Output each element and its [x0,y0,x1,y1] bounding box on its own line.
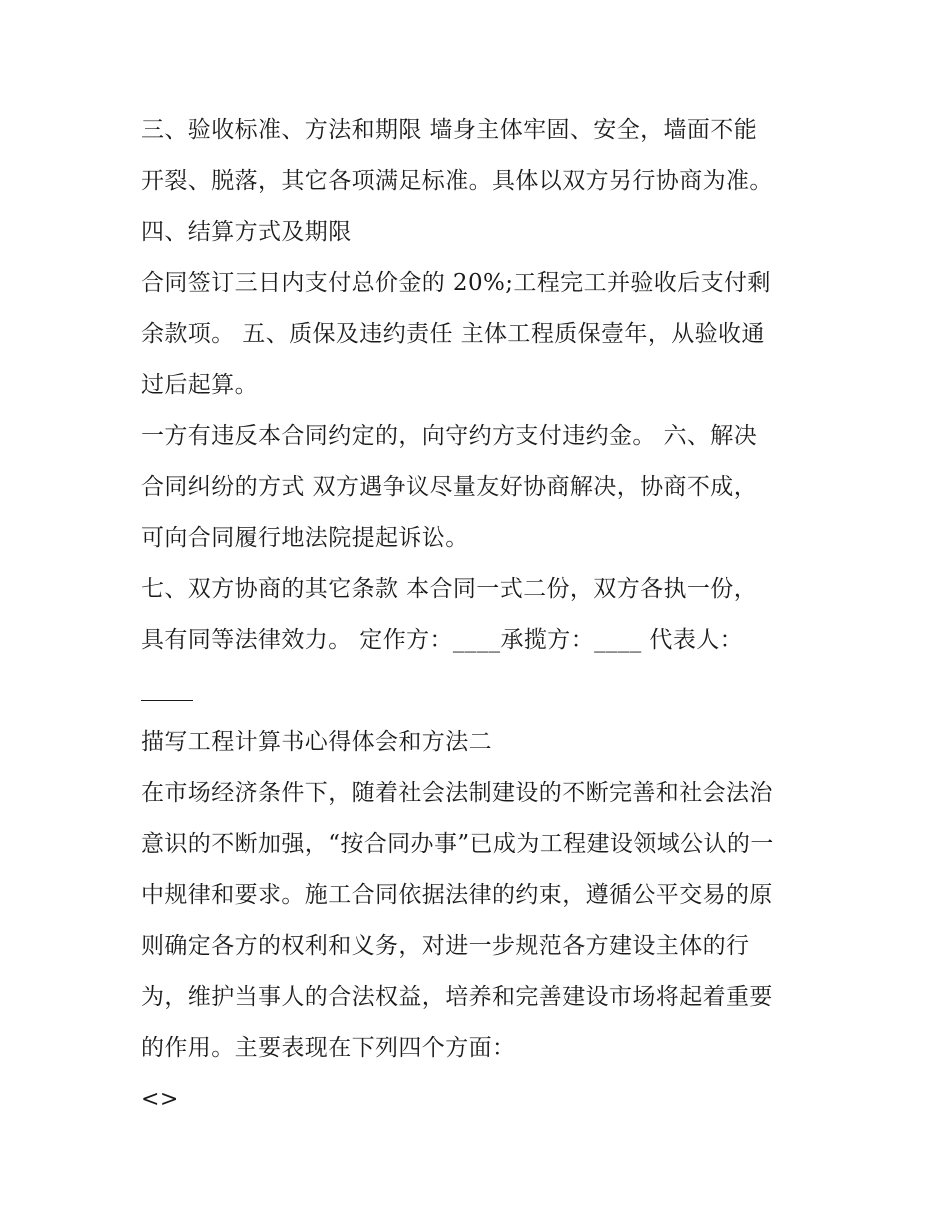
section-heading: 四、结算方式及期限 [141,219,352,245]
paragraph-line: 可向合同履行地法院提起诉讼。 [141,525,469,551]
paragraph-line: 合同纠纷的方式 双方遇争议尽量友好协商解决，协商不成， [141,474,758,500]
paragraph-line: 为，维护当事人的合法权益，培养和完善建设市场将起着重要 [141,984,773,1010]
trailing-markup: <> [141,1087,179,1112]
signature-blank [141,666,821,717]
paragraph-line: 过后起算。 [141,372,258,398]
paragraph-line: 七、双方协商的其它条款 本合同一式二份，双方各执一份， [141,576,758,602]
paragraph-line: 意识的不断加强，“按合同办事”已成为工程建设领域公认的一 [141,831,774,857]
paragraph-line: 则确定各方的权利和义务，对进一步规范各方建设主体的行 [141,933,750,959]
document-body [141,105,821,1125]
paragraph-line: 开裂、脱落，其它各项满足标准。具体以双方另行协商为准。 [141,168,773,194]
signature-underline [141,700,193,701]
paragraph-line: 中规律和要求。施工合同依据法律的约束，遵循公平交易的原 [141,882,773,908]
document-heading: 描写工程计算书心得体会和方法二 [141,729,492,755]
paragraph-line: 在市场经济条件下，随着社会法制建设的不断完善和社会法治 [141,780,773,806]
paragraph-line: 的作用。主要表现在下列四个方面： [141,1035,516,1061]
paragraph-line: 一方有违反本合同约定的，向守约方支付违约金。 六、解决 [141,423,758,449]
paragraph-line: 三、验收标准、方法和期限 墙身主体牢固、安全，墙面不能 [141,117,758,143]
paragraph-line: 具有同等法律效力。 定作方：____承揽方：____ 代表人： [141,627,744,653]
paragraph-line: 余款项。 五、质保及违约责任 主体工程质保壹年，从验收通 [141,321,765,347]
paragraph-line: 合同签订三日内支付总价金的 20%;工程完工并验收后支付剩 [141,270,771,296]
